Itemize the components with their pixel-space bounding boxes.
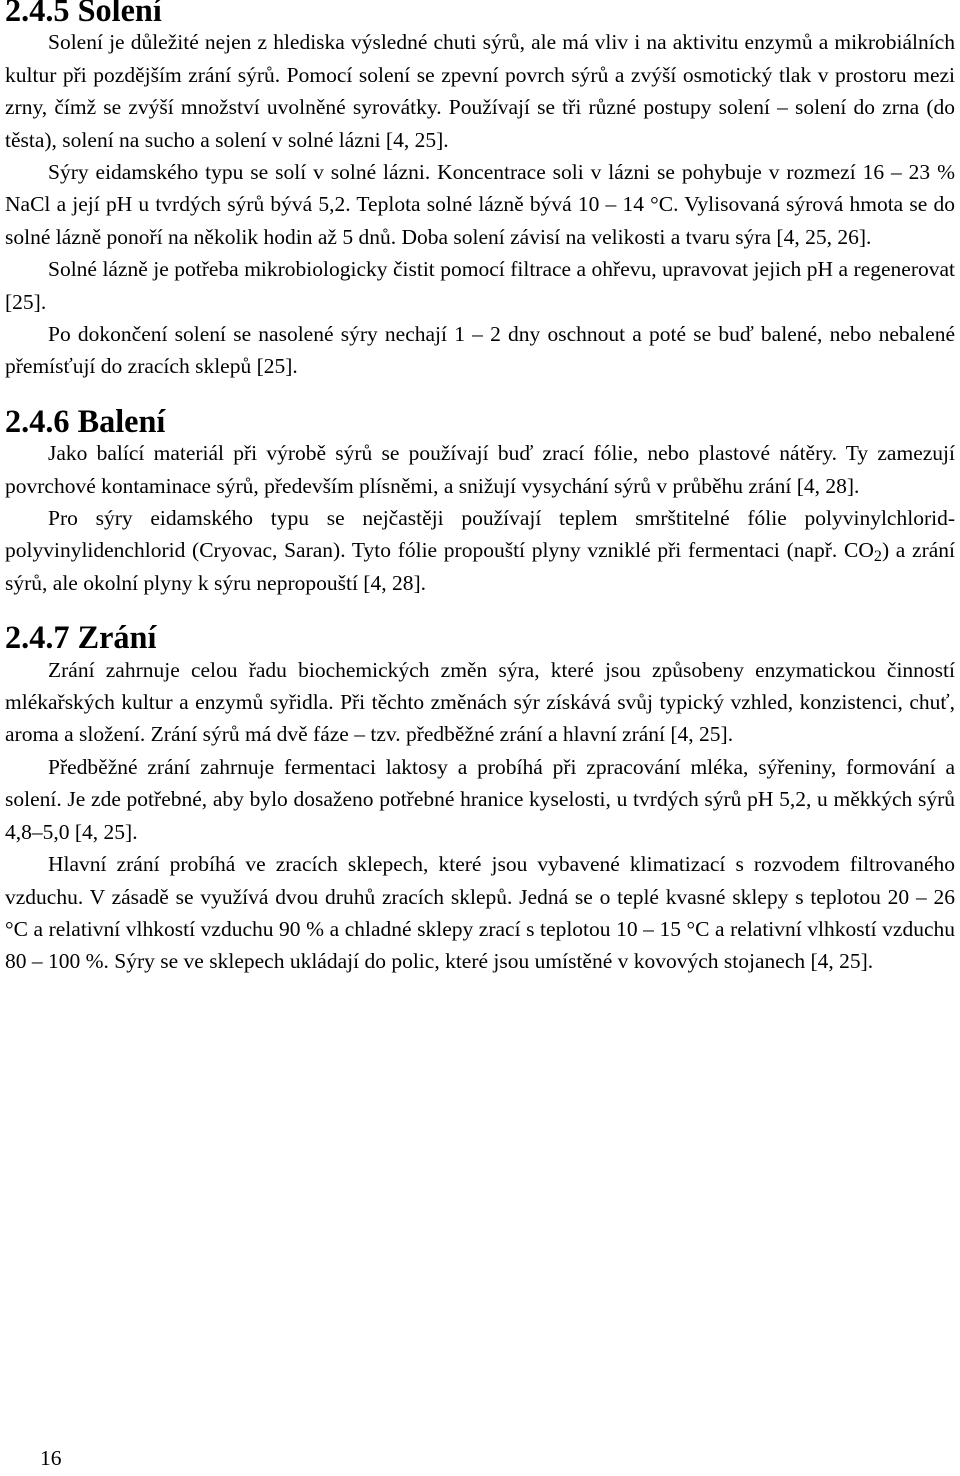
section-heading — [5, 402, 955, 439]
paragraph: Hlavní zrání probíhá ve zracích sklepech, které jsou vybavené klimatizací s rozvodem filtrovaného vzduchu. V zásadě se využívá dvou druhů zracích sklepů. Jedná se o teplé kvasné sklepy s teplotou 20 – 26 °C a relativní vlhkostí vzduchu 90 % a chladné sklepy zrací s teplotou 10 – 15 °C a relativní vlhkostí vzduchu 80 – 100 %. Sýry se ve sklepech ukládají do polic, které jsou umístěné v kovových stojanech [4, 25]. — [5, 852, 955, 974]
heading-number: 2.4.5 — [5, 0, 70, 28]
heading-title: Solení — [77, 0, 162, 28]
heading-title: Balení — [77, 402, 166, 439]
paragraph: Sýry eidamského typu se solí v solné lázni. Koncentrace soli v lázni se pohybuje v rozmezí 16 – 23 % NaCl a její pH u tvrdých sýrů bývá 5,2. Teplota solné lázně bývá 10 – 14 °C. Vylisovaná sýrová hmota se do solné lázně ponoří na několik hodin až 5 dnů. Doba solení závisí na velikosti a tvaru sýra [4, 25, 26]. — [5, 160, 955, 249]
paragraph: Solení je důležité nejen z hlediska výsledné chuti sýrů, ale má vliv i na aktivitu enzymů a mikrobiálních kultur při pozdějším zrání sýrů. Pomocí solení se zpevní povrch sýrů a zvýší osmotický tlak v prostoru mezi zrny, čímž se zvýší množství uvolněné syrovátky. Používají se tři různé postupy solení – solení do zrna (do těsta), solení na sucho a solení v solné lázni [4, 25]. — [5, 30, 955, 152]
subscript: 2 — [873, 548, 882, 566]
page-number: 16 — [40, 1446, 62, 1470]
section-zrani — [5, 621, 955, 977]
paragraph: Po dokončení solení se nasolené sýry nechají 1 – 2 dny oschnout a poté se buď balené, nebo nebalené přemísťují do zracích sklepů [25]. — [5, 322, 955, 379]
paragraph: Solné lázně je potřeba mikrobiologicky čistit pomocí filtrace a ohřevu, upravovat jejich pH a regenerovat [25]. — [5, 257, 955, 314]
heading-number: 2.4.7 — [5, 619, 70, 656]
section-baleni — [5, 402, 956, 599]
heading-title: Zrání — [77, 619, 157, 656]
paragraph — [5, 502, 955, 599]
document-page — [5, 0, 955, 978]
section-heading — [5, 0, 955, 26]
section-heading — [5, 619, 955, 656]
paragraph-text: ) a zrání sýrů, ale okolní plyny k sýru nepropouští [4, 28]. — [5, 538, 956, 595]
paragraph-text: Pro sýry eidamského typu se nejčastěji používají teplem smrštitelné fólie polyvinylchlorid-polyvinylidenchlorid (Cryovac, Saran). Tyto fólie propouští plyny vzniklé při fermentaci (např. CO — [5, 506, 955, 563]
paragraph: Jako balící materiál při výrobě sýrů se používají buď zrací fólie, nebo plastové nátěry. Ty zamezují povrchové kontaminace sýrů, především plísněmi, a snižují vysychání sýrů v průběhu zrání [4, 28]. — [5, 441, 955, 498]
section-soleni — [5, 0, 955, 383]
paragraph: Předběžné zrání zahrnuje fermentaci laktosy a probíhá při zpracování mléka, sýřeniny, formování a solení. Je zde potřebné, aby bylo dosaženo potřebné hranice kyselosti, u tvrdých sýrů pH 5,2, u měkkých sýrů 4,8–5,0 [4, 25]. — [5, 754, 955, 844]
paragraph: Zrání zahrnuje celou řadu biochemických změn sýra, které jsou způsobeny enzymatickou činností mlékařských kultur a enzymů syřidla. Při těchto změnách sýr získává svůj typický vzhled, konzistenci, chuť, aroma a složení. Zrání sýrů má dvě fáze – tzv. předběžné zrání a hlavní zrání [4, 25]. — [5, 657, 955, 747]
heading-number: 2.4.6 — [5, 402, 70, 439]
